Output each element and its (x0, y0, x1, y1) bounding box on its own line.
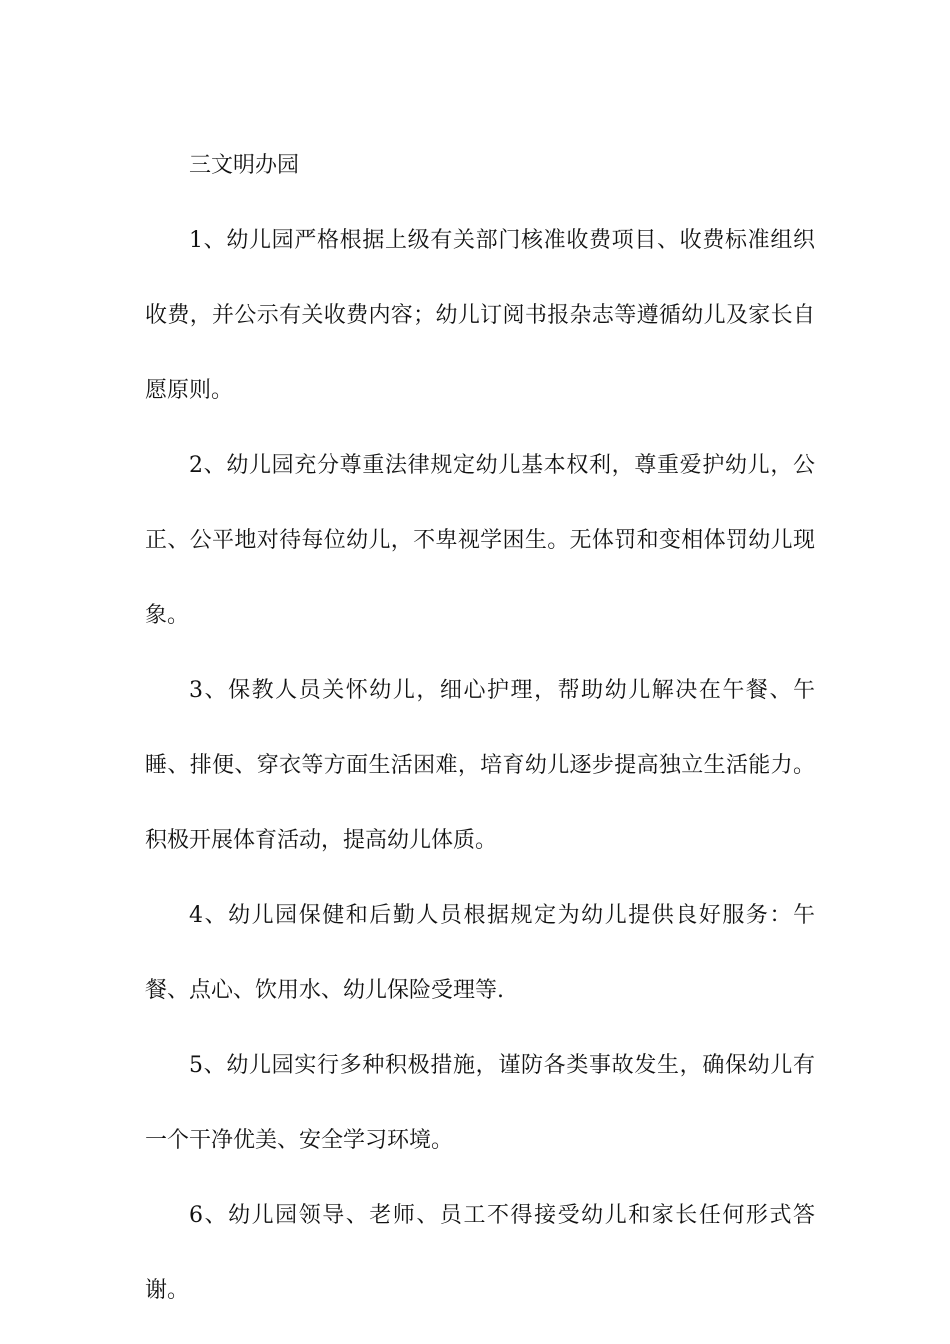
document-body (145, 128, 815, 1328)
paragraph-5: 5、幼儿园实行多种积极措施，谨防各类事故发生，确保幼儿有一个干净优美、安全学习环境。 (145, 1053, 815, 1153)
paragraph-4: 4、幼儿园保健和后勤人员根据规定为幼儿提供良好服务：午餐、点心、饮用水、幼儿保险受理等. (145, 903, 815, 1003)
section-heading: 三文明办园 (189, 153, 300, 178)
paragraph-6: 6、幼儿园领导、老师、员工不得接受幼儿和家长任何形式答谢。 (145, 1203, 815, 1303)
paragraph-2: 2、幼儿园充分尊重法律规定幼儿基本权利，尊重爱护幼儿，公正、公平地对待每位幼儿，不卑视学困生。无体罚和变相体罚幼儿现象。 (145, 453, 815, 628)
paragraph-3: 3、保教人员关怀幼儿，细心护理，帮助幼儿解决在午餐、午睡、排便、穿衣等方面生活困难，培育幼儿逐步提高独立生活能力。积极开展体育活动，提高幼儿体质。 (145, 678, 815, 853)
paragraph-1: 1、幼儿园严格根据上级有关部门核准收费项目、收费标准组织收费，并公示有关收费内容；幼儿订阅书报杂志等遵循幼儿及家长自愿原则。 (145, 228, 815, 403)
